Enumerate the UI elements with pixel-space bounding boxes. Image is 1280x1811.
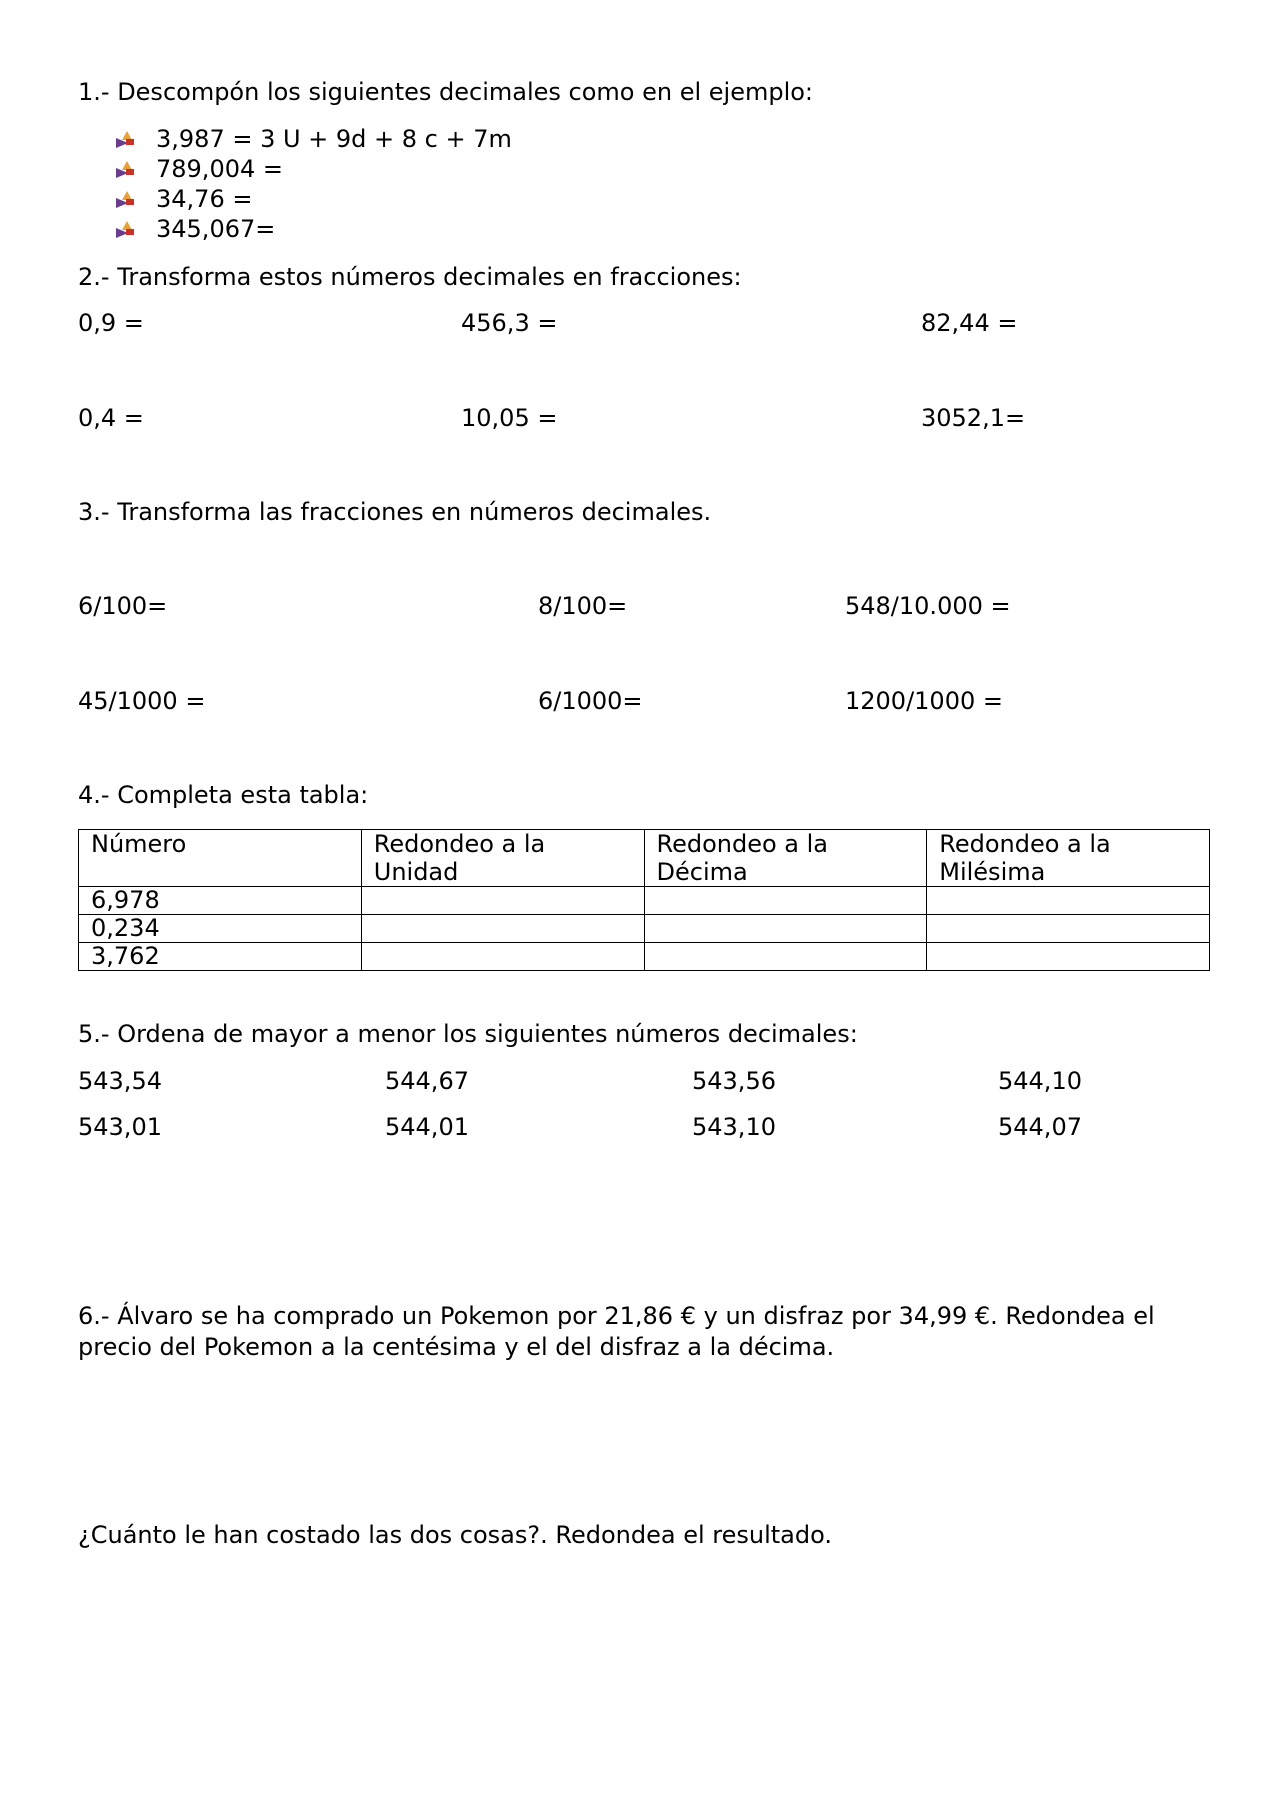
- answer-cell[interactable]: [644, 943, 927, 971]
- arrow-bullet-icon: [116, 131, 136, 147]
- header-line: Redondeo a la: [939, 830, 1111, 858]
- answer-cell[interactable]: [361, 887, 644, 915]
- rounding-table: [78, 829, 1210, 971]
- header-cell: [79, 830, 362, 887]
- exercise-item: 8/100=: [538, 592, 628, 620]
- decompose-item: 789,004 =: [156, 155, 283, 183]
- decimal-number: 543,01: [78, 1113, 162, 1141]
- answer-cell[interactable]: [927, 915, 1210, 943]
- answer-cell[interactable]: [361, 943, 644, 971]
- exercise-item: 45/1000 =: [78, 687, 206, 715]
- header-line: Milésima: [939, 858, 1046, 886]
- exercise-item: 10,05 =: [461, 404, 558, 432]
- section-1-title: 1.- Descompón los siguientes decimales como en el ejemplo:: [78, 78, 814, 106]
- table-row: [79, 943, 1210, 971]
- section-6-line-2: precio del Pokemon a la centésima y el del disfraz a la décima.: [78, 1333, 835, 1361]
- header-cell: [644, 830, 927, 887]
- table-row: [79, 887, 1210, 915]
- exercise-item: 1200/1000 =: [845, 687, 1003, 715]
- decimal-number: 544,07: [998, 1113, 1082, 1141]
- header-line: Número: [91, 830, 187, 858]
- decimal-number: 544,67: [385, 1067, 469, 1095]
- section-3-title: 3.- Transforma las fracciones en números decimales.: [78, 498, 712, 526]
- table-header-row: [79, 830, 1210, 887]
- decompose-item: 3,987 = 3 U + 9d + 8 c + 7m: [156, 125, 512, 153]
- answer-cell[interactable]: [644, 915, 927, 943]
- arrow-bullet-icon: [116, 191, 136, 207]
- arrow-bullet-icon: [116, 221, 136, 237]
- exercise-item: 3052,1=: [921, 404, 1026, 432]
- decompose-item: 345,067=: [156, 215, 276, 243]
- header-cell: [927, 830, 1210, 887]
- exercise-item: 6/1000=: [538, 687, 643, 715]
- answer-cell[interactable]: [644, 887, 927, 915]
- header-line: Unidad: [373, 858, 459, 886]
- section-2-title: 2.- Transforma estos números decimales en fracciones:: [78, 263, 742, 291]
- number-cell: 0,234: [79, 915, 362, 943]
- exercise-item: 0,9 =: [78, 309, 144, 337]
- exercise-item: 6/100=: [78, 592, 168, 620]
- number-cell: 3,762: [79, 943, 362, 971]
- answer-cell[interactable]: [927, 943, 1210, 971]
- decimal-number: 543,56: [692, 1067, 776, 1095]
- answer-cell[interactable]: [927, 887, 1210, 915]
- header-line: Redondeo a la: [656, 830, 829, 858]
- header-line: Décima: [656, 858, 748, 886]
- exercise-item: 82,44 =: [921, 309, 1018, 337]
- header-line: Redondeo a la: [373, 830, 546, 858]
- exercise-item: 0,4 =: [78, 404, 144, 432]
- header-cell: [361, 830, 644, 887]
- exercise-item: 456,3 =: [461, 309, 558, 337]
- section-5-title: 5.- Ordena de mayor a menor los siguientes números decimales:: [78, 1020, 858, 1048]
- section-4-title: 4.- Completa esta tabla:: [78, 781, 369, 809]
- section-6-line-1: 6.- Álvaro se ha comprado un Pokemon por 21,86 € y un disfraz por 34,99 €. Redondea el: [78, 1302, 1155, 1330]
- decimal-number: 543,10: [692, 1113, 776, 1141]
- decimal-number: 543,54: [78, 1067, 162, 1095]
- decimal-number: 544,01: [385, 1113, 469, 1141]
- decompose-item: 34,76 =: [156, 185, 253, 213]
- answer-cell[interactable]: [361, 915, 644, 943]
- exercise-item: 548/10.000 =: [845, 592, 1011, 620]
- section-6-question: ¿Cuánto le han costado las dos cosas?. Redondea el resultado.: [78, 1521, 832, 1549]
- arrow-bullet-icon: [116, 161, 136, 177]
- table-row: [79, 915, 1210, 943]
- decimal-number: 544,10: [998, 1067, 1082, 1095]
- number-cell: 6,978: [79, 887, 362, 915]
